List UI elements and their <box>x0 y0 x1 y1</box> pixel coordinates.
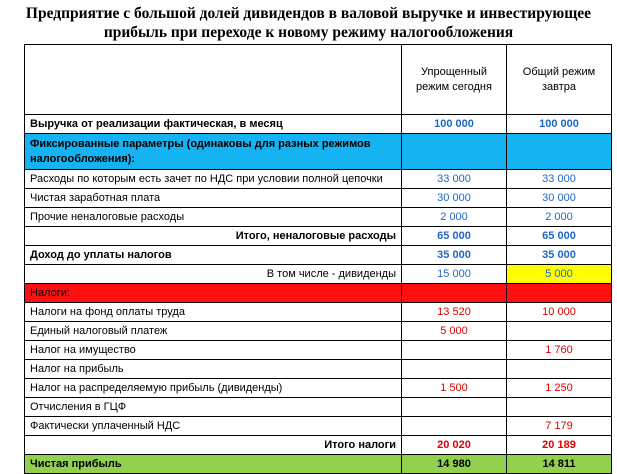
row-dividends <box>25 265 612 284</box>
taxes-header-general <box>507 284 612 303</box>
fixed-params-label: Фиксированные параметры (одинаковы для разных режимов налогообложения): <box>25 134 402 170</box>
column-header-general: Общий режим завтра <box>507 45 612 115</box>
row-profit-tax <box>25 360 612 379</box>
gcf-label: Отчисления в ГЦФ <box>25 398 402 417</box>
net-profit-general: 14 811 <box>507 455 612 474</box>
row-total-taxes <box>25 436 612 455</box>
net-profit-label: Чистая прибыль <box>25 455 402 474</box>
revenue-simplified: 100 000 <box>402 115 507 134</box>
row-dividend-tax <box>25 379 612 398</box>
single-tax-simplified: 5 000 <box>402 322 507 341</box>
taxes-header-simplified <box>402 284 507 303</box>
vat-expenses-general: 33 000 <box>507 170 612 189</box>
pretax-income-simplified: 35 000 <box>402 246 507 265</box>
pretax-income-general: 35 000 <box>507 246 612 265</box>
vat-paid-label: Фактически уплаченный НДС <box>25 417 402 436</box>
fixed-params-simplified <box>402 134 507 170</box>
other-expenses-general: 2 000 <box>507 208 612 227</box>
dividends-simplified: 15 000 <box>402 265 507 284</box>
profit-tax-general <box>507 360 612 379</box>
dividends-label: В том числе - дивиденды <box>25 265 402 284</box>
page-title <box>0 4 617 42</box>
dividends-general: 5 000 <box>507 265 612 284</box>
row-total-nontax <box>25 227 612 246</box>
column-header-simplified: Упрощенный режим сегодня <box>402 45 507 115</box>
title-line-2: прибыль при переходе к новому режиму налогообложения <box>103 24 514 41</box>
revenue-general: 100 000 <box>507 115 612 134</box>
row-single-tax <box>25 322 612 341</box>
dividend-tax-label: Налог на распределяемую прибыль (дивиденды) <box>25 379 402 398</box>
salary-general: 30 000 <box>507 189 612 208</box>
salary-simplified: 30 000 <box>402 189 507 208</box>
row-vat-paid <box>25 417 612 436</box>
total-nontax-general: 65 000 <box>507 227 612 246</box>
total-taxes-simplified: 20 020 <box>402 436 507 455</box>
total-taxes-general: 20 189 <box>507 436 612 455</box>
row-salary <box>25 189 612 208</box>
vat-paid-general: 7 179 <box>507 417 612 436</box>
row-property-tax <box>25 341 612 360</box>
revenue-label: Выручка от реализации фактическая, в месяц <box>25 115 402 134</box>
payroll-tax-label: Налоги на фонд оплаты труда <box>25 303 402 322</box>
row-gcf <box>25 398 612 417</box>
property-tax-general: 1 760 <box>507 341 612 360</box>
dividend-tax-general: 1 250 <box>507 379 612 398</box>
row-vat-expenses <box>25 170 612 189</box>
row-payroll-tax <box>25 303 612 322</box>
single-tax-label: Единый налоговый платеж <box>25 322 402 341</box>
single-tax-general <box>507 322 612 341</box>
row-pretax-income <box>25 246 612 265</box>
fixed-params-general <box>507 134 612 170</box>
net-profit-simplified: 14 980 <box>402 455 507 474</box>
profit-tax-simplified <box>402 360 507 379</box>
header-empty-cell <box>25 45 402 115</box>
total-nontax-simplified: 65 000 <box>402 227 507 246</box>
row-fixed-params-header <box>25 134 612 170</box>
row-other-expenses <box>25 208 612 227</box>
row-net-profit <box>25 455 612 474</box>
salary-label: Чистая заработная плата <box>25 189 402 208</box>
row-taxes-header <box>25 284 612 303</box>
profit-tax-label: Налог на прибыль <box>25 360 402 379</box>
other-expenses-label: Прочие неналоговые расходы <box>25 208 402 227</box>
tax-comparison-table <box>24 44 612 474</box>
gcf-simplified <box>402 398 507 417</box>
payroll-tax-simplified: 13 520 <box>402 303 507 322</box>
property-tax-simplified <box>402 341 507 360</box>
row-revenue <box>25 115 612 134</box>
title-line-1: Предприятие с большой долей дивидендов в валовой выручке и инвестирующее <box>25 5 592 22</box>
gcf-general <box>507 398 612 417</box>
vat-expenses-simplified: 33 000 <box>402 170 507 189</box>
property-tax-label: Налог на имущество <box>25 341 402 360</box>
header-row <box>25 45 612 115</box>
total-taxes-label: Итого налоги <box>25 436 402 455</box>
pretax-income-label: Доход до уплаты налогов <box>25 246 402 265</box>
vat-expenses-label: Расходы по которым есть зачет по НДС при условии полной цепочки <box>25 170 402 189</box>
total-nontax-label: Итого, неналоговые расходы <box>25 227 402 246</box>
taxes-header-label: Налоги: <box>25 284 402 303</box>
payroll-tax-general: 10 000 <box>507 303 612 322</box>
dividend-tax-simplified: 1 500 <box>402 379 507 398</box>
other-expenses-simplified: 2 000 <box>402 208 507 227</box>
vat-paid-simplified <box>402 417 507 436</box>
